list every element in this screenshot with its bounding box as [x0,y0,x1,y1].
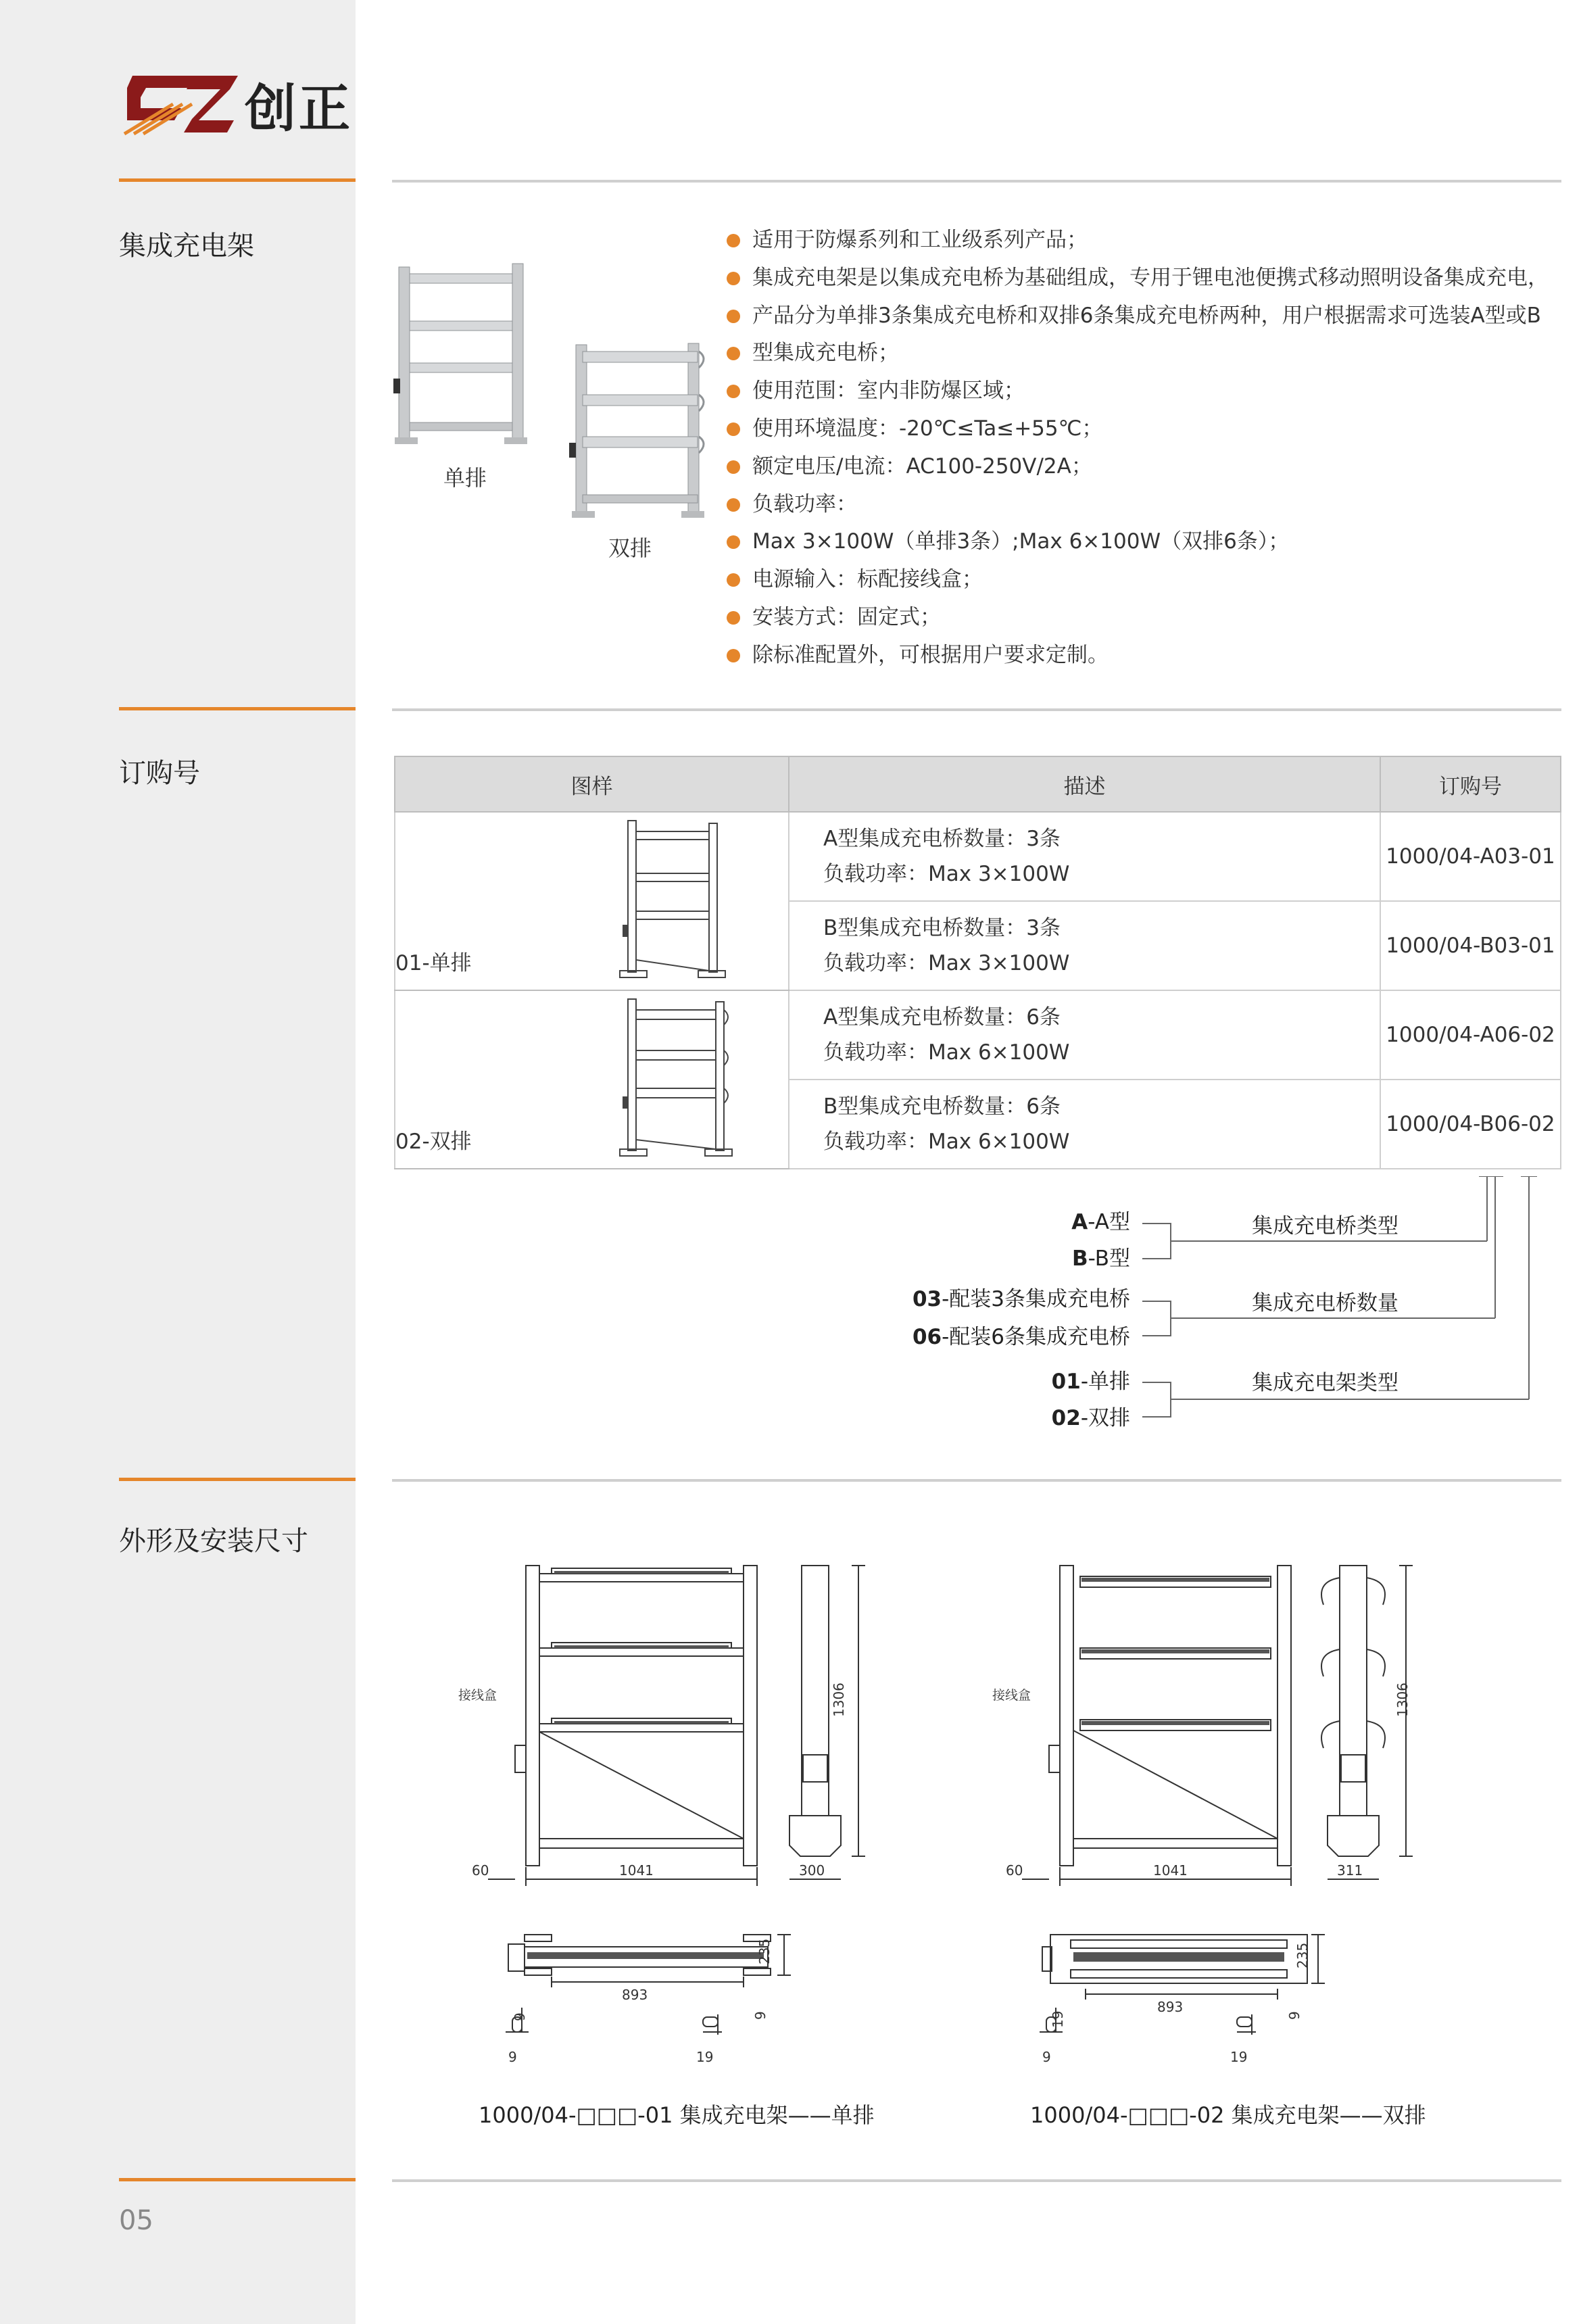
spec-item: 除标准配置外，可根据用户要求定制。 [727,637,1565,675]
dim-label: 235 [756,1938,773,1964]
section-divider-accent [119,178,356,182]
description-cell: B型集成充电桥数量：3条 负载功率：Max 3×100W [789,901,1380,990]
dim-label: 1041 [619,1862,654,1879]
legend-category: 集成充电桥数量 [1252,1291,1398,1315]
description-cell: A型集成充电桥数量：3条 负载功率：Max 3×100W [789,812,1380,901]
spec-item: 负载功率： [727,486,1565,524]
table-row [395,990,1561,1080]
single-rack-label: 单排 [443,465,487,491]
table-row [395,812,1561,901]
section-divider-accent [119,707,356,710]
dim-label: 9 [1286,2011,1303,2020]
dim-label: 9 [512,2012,528,2021]
spec-item: 电源输入：标配接线盒； [727,561,1565,599]
section-divider [392,708,1561,711]
bullet-icon [727,535,740,549]
bullet-icon [727,611,740,625]
footer-divider [392,2179,1561,2182]
dim-label: 893 [622,1987,648,2003]
section-title-rack: 集成充电架 [119,231,254,262]
order-code-legend [879,1176,1581,1433]
table-header-row [395,756,1561,812]
section-divider [392,1479,1561,1482]
spec-item: 产品分为单排3条集成充电桥和双排6条集成充电桥两种，用户根据需求可选装A型或B [727,297,1565,335]
order-code-cell: 1000/04-A03-01 [1380,812,1561,901]
spec-item: Max 3×100W（单排3条）;Max 6×100W（双排6条）； [727,523,1565,561]
group-label: 01-单排 [395,951,472,975]
dim-label: 1041 [1153,1862,1188,1879]
single-rack-image [392,260,527,450]
spec-item: 型集成充电桥； [727,335,1565,372]
section-divider-accent [119,1478,356,1481]
legend-option: 02-双排 [1051,1406,1130,1430]
order-code-cell: 1000/04-A06-02 [1380,990,1561,1080]
legend-option: B-B型 [1072,1246,1130,1271]
order-code-cell: 1000/04-B06-02 [1380,1080,1561,1169]
spec-item: 集成充电架是以集成充电桥为基础组成，专用于锂电池便携式移动照明设备集成充电， [727,260,1565,297]
header-description: 描述 [789,756,1380,812]
dim-label: 9 [1042,2049,1051,2065]
dim-label: 9 [508,2049,517,2065]
dim-label: 1306 [1394,1683,1411,1717]
section-divider [392,180,1561,183]
header-order-code: 订购号 [1380,756,1561,812]
group-image-cell [395,812,789,990]
sidebar [0,0,356,2324]
dim-label: 1306 [831,1683,847,1717]
bullet-icon [727,385,740,398]
group-image-cell [395,990,789,1169]
description-cell: A型集成充电桥数量：6条 负载功率：Max 6×100W [789,990,1380,1080]
double-rack-label: 双排 [608,535,652,561]
dim-label: 235 [1294,1942,1311,1968]
dim-label: 9 [752,2011,769,2020]
dim-label: 893 [1157,1999,1184,2015]
order-code-cell: 1000/04-B03-01 [1380,901,1561,990]
legend-option: 06-配装6条集成充电桥 [912,1325,1130,1349]
page-number: 05 [119,2205,153,2236]
dim-label: 19 [1230,2049,1248,2065]
description-cell: B型集成充电桥数量：6条 负载功率：Max 6×100W [789,1080,1380,1169]
junction-box-label: 接线盒 [458,1688,497,1703]
spec-item: 适用于防爆系列和工业级系列产品； [727,222,1565,260]
single-rack-dimension-drawing [446,1548,892,2075]
bullet-icon [727,649,740,662]
legend-option: 03-配装3条集成充电桥 [912,1287,1130,1311]
bullet-icon [727,573,740,587]
single-rack-drawing [618,817,727,982]
bullet-icon [727,234,740,247]
double-rack-drawing [618,995,733,1160]
header-image: 图样 [395,756,789,812]
double-rack-caption: 1000/04-□□□-02 集成充电架——双排 [1030,2102,1426,2128]
dim-label: 19 [1050,2010,1066,2028]
spec-list [727,222,1565,675]
legend-category: 集成充电架类型 [1252,1371,1398,1395]
junction-box-label: 接线盒 [992,1688,1031,1703]
dim-label: 300 [799,1862,825,1879]
dim-label: 311 [1337,1862,1363,1879]
single-rack-caption: 1000/04-□□□-01 集成充电架——单排 [479,2102,875,2128]
spec-item: 使用环境温度：-20℃≤Ta≤+55℃； [727,410,1565,448]
order-table [394,756,1561,1169]
spec-item: 安装方式：固定式； [727,599,1565,637]
double-rack-image [566,338,708,521]
bullet-icon [727,498,740,512]
bullet-icon [727,460,740,474]
legend-category: 集成充电桥类型 [1252,1214,1398,1238]
bullet-icon [727,422,740,436]
brand-name: 创正 [245,78,353,139]
dim-label: 60 [1006,1862,1023,1879]
spec-item: 额定电压/电流：AC100-250V/2A； [727,448,1565,486]
footer-divider-accent [119,2178,356,2181]
bullet-icon [727,310,740,323]
double-rack-dimension-drawing [980,1548,1426,2075]
bullet-icon [727,347,740,360]
section-title-dimensions: 外形及安装尺寸 [119,1526,308,1557]
spec-item: 使用范围：室内非防爆区域； [727,372,1565,410]
group-label: 02-双排 [395,1130,472,1154]
dim-label: 19 [696,2049,714,2065]
dim-label: 60 [472,1862,489,1879]
section-title-order: 订购号 [119,758,200,789]
legend-option: 01-单排 [1051,1370,1130,1394]
bullet-icon [727,272,740,285]
legend-option: A-A型 [1071,1210,1130,1234]
